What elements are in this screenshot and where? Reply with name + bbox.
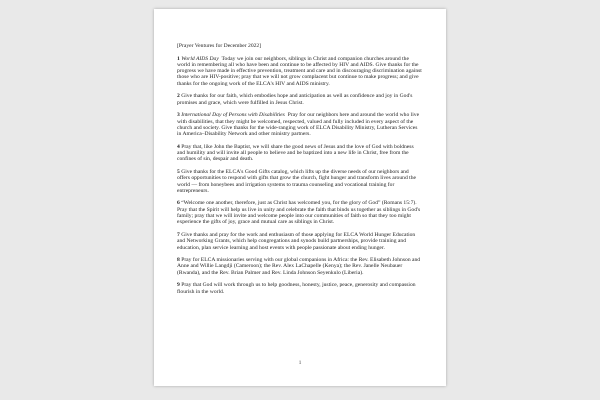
paragraph-number: 1 xyxy=(177,55,182,62)
paragraph-number: 2 xyxy=(177,93,182,100)
paragraph: 5 Give thanks for the ELCA's Good Gifts catalog, which lifts up the diverse needs of our neighbors and offers opportunities to respond with gifts that grow the church, fight hunger and transform lives around the world — from honeybees and irrigation systems to trauma counseling and vocational training for entrepreneurs. xyxy=(177,168,416,194)
paragraph-list xyxy=(177,56,423,295)
paragraph: 8 Pray for ELCA missionaries serving with our global companions in Africa: the Rev. Elisabeth Johnson and Anne and Willie Langdji (Cameroon); the Rev. Alex LaChapelle (Kenya); the Rev. Janelle Neubauer (Rwanda), and the Rev. Brian Palmer and Rev. Linda Johnson Seyenkulo (Liberia). xyxy=(177,257,421,276)
paragraph-number: 6 xyxy=(177,200,182,207)
paragraph-number: 9 xyxy=(177,282,182,289)
paragraph-number: 4 xyxy=(177,143,182,150)
paragraph: 2 Give thanks for our faith, which embodies hope and anticipation as well as confidence and joy in God's promises and grace, which were fulfilled in Jesus Christ. xyxy=(177,93,413,106)
document-body xyxy=(154,9,446,295)
paragraph: 4 Pray that, like John the Baptist, we will share the good news of Jesus and the love of God with boldness and humility and will invite all people to believe and be baptized into a new life in Christ, free from the confines of sin, despair and death. xyxy=(177,143,414,163)
paragraph-number: 8 xyxy=(177,257,182,264)
paragraph-number: 3 xyxy=(177,112,182,119)
page-number: 1 xyxy=(298,360,302,366)
paragraph-number: 7 xyxy=(177,231,182,238)
paragraph-number: 5 xyxy=(177,168,182,175)
document-page xyxy=(154,9,446,386)
paragraph: 3 International Day of Persons with Disabilities Pray for our neighbors here and around the world who live with disabilities, that they might be welcomed, respected, valued and fully included in every aspect of the church and society. Give thanks for the wide-ranging work of ELCA Disability Ministry, Lutheran Services in America–Disability Network and other ministry partners. xyxy=(177,112,420,138)
paragraph-day-title: International Day of Persons with Disabilities xyxy=(181,112,285,119)
document-title: [Prayer Ventures for December 2022] xyxy=(177,43,262,49)
paragraph: 9 Pray that God will work through us to help goodness, honesty, justice, peace, generosity and compassion flourish in the world. xyxy=(177,282,416,295)
paragraph: 6 “Welcome one another, therefore, just as Christ has welcomed you, for the glory of God” (Romans 15:7). Pray that the Spirit will help us live in unity and celebrate the faith that binds us together as siblings in God's family; pray that we will invite and welcome people into our communities of faith so that they too might experience the gifts of joy, grace and mutual care as siblings in Christ. xyxy=(177,200,421,226)
paragraph-day-title: World AIDS Day xyxy=(181,55,219,62)
paragraph: 1 World AIDS Day Today we join our neighbors, siblings in Christ and companion churches around the world in remembering all who have been and continue to be affected by HIV and AIDS. Give thanks for the progress we have made in effective prevention, treatment and care and in discouraging discrimination against those who are HIV-positive; pray that we will not grow complacent but continue to make progress; and give thanks for the ongoing work of the ELCA's HIV and AIDS ministry. xyxy=(177,55,422,87)
paragraph: 7 Give thanks and pray for the work and enthusiasm of those applying for ELCA World Hunger Education and Networking Grants, which help congregations and synods build partnerships, provide training and education, plan service learning and host events with people passionate about ending hunger. xyxy=(177,231,416,251)
